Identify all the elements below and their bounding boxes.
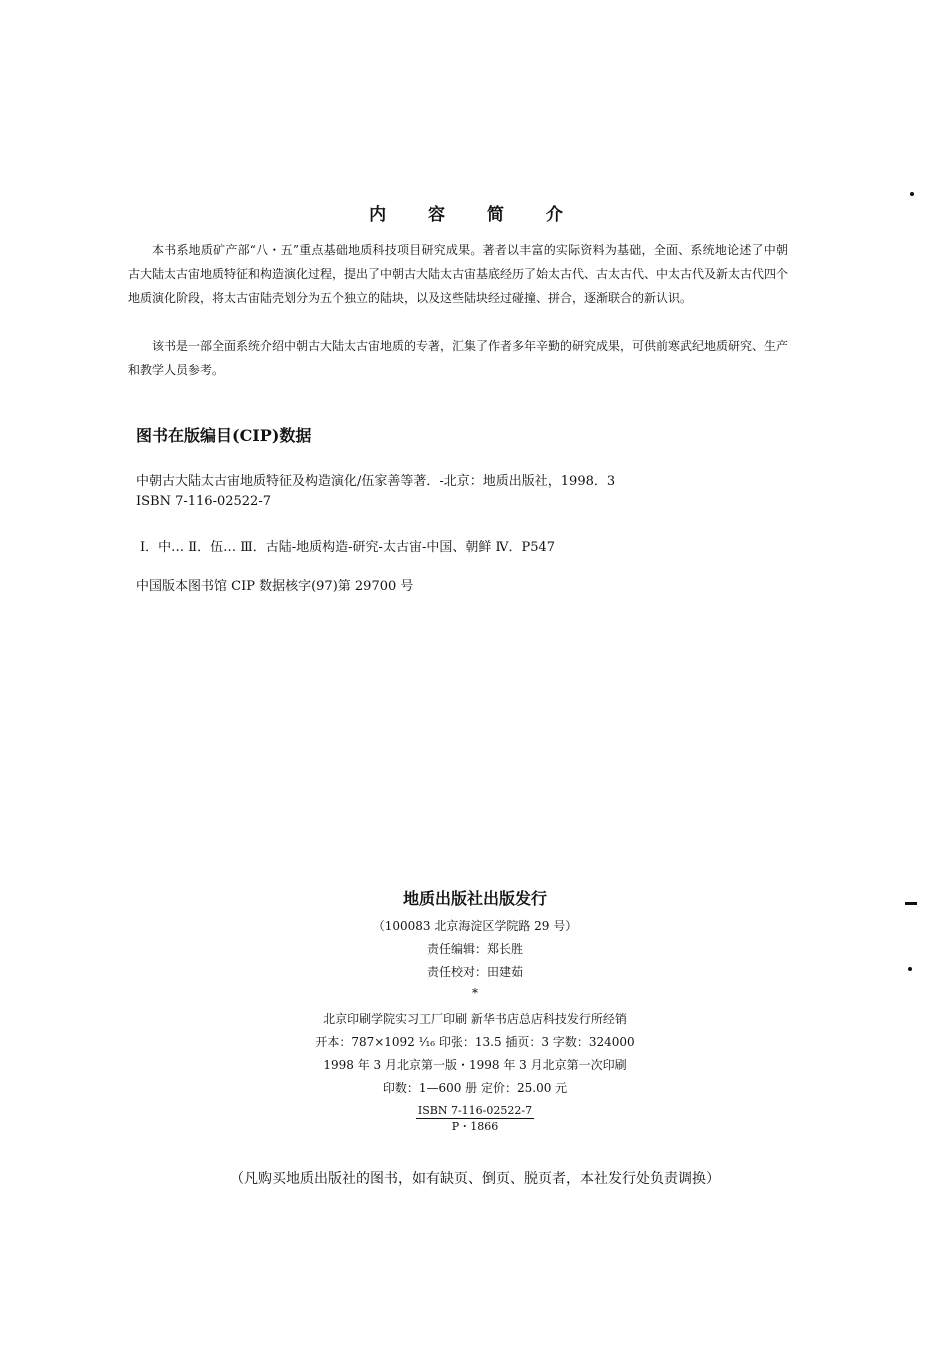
- summary-paragraph-2: 该书是一部全面系统介绍中朝古大陆太古宙地质的专著，汇集了作者多年辛勤的研究成果，可供前寒武纪地质研究、生产和教学人员参考。: [128, 339, 789, 377]
- return-notice: （凡购买地质出版社的图书，如有缺页、倒页、脱页者，本社发行处负责调换）: [230, 1171, 720, 1187]
- separator-star: *: [472, 986, 478, 1000]
- scan-speck: [910, 192, 914, 196]
- classification-code: P・1866: [451, 1120, 499, 1133]
- cip-catalog-line: 中朝古大陆太古宙地质特征及构造演化/伍家善等著．-北京：地质出版社，1998．3: [136, 474, 616, 489]
- summary-paragraph-1: 本书系地质矿产部“八・五”重点基础地质科技项目研究成果。著者以丰富的实际资料为基础，全面、系统地论述了中朝古大陆太古宙地质特征和构造演化过程，提出了中朝古大陆太古宙基底经历了始太古代、古太古代、中太古代及新太古代四个地质演化阶段，将太古宙陆壳划分为五个独立的陆块，以及这些陆块经过碰撞、拼合，逐渐联合的新认识。: [128, 243, 789, 305]
- format-line: 开本：787×1092 ¹⁄₁₆ 印张：13.5 插页：3 字数：324000: [315, 1035, 635, 1049]
- editor-line: 责任编辑：郑长胜: [426, 942, 523, 956]
- colophon-isbn: ISBN 7-116-02522-7: [417, 1104, 533, 1117]
- summary-title: 内 容 简 介: [369, 205, 581, 225]
- cip-heading: 图书在版编目(CIP)数据: [136, 426, 312, 445]
- publisher-line: 地质出版社出版发行: [402, 889, 547, 908]
- cip-record-line: 中国版本图书馆 CIP 数据核字(97)第 29700 号: [136, 579, 414, 594]
- proofreader-line: 责任校对：田建茹: [426, 965, 523, 979]
- publisher-address: （100083 北京海淀区学院路 29 号）: [372, 919, 578, 933]
- scan-speck: [905, 902, 917, 905]
- isbn-block: [0, 1103, 950, 1134]
- edition-line: 1998 年 3 月北京第一版・1998 年 3 月北京第一次印刷: [323, 1058, 627, 1072]
- cip-subject-line: Ⅰ．中… Ⅱ．伍… Ⅲ．古陆-地质构造-研究-太古宙-中国、朝鲜 Ⅳ．P547: [140, 540, 556, 555]
- print-run-line: 印数：1—600 册 定价：25.00 元: [382, 1081, 568, 1095]
- scan-speck: [908, 967, 912, 971]
- cip-isbn-line: ISBN 7-116-02522-7: [136, 494, 271, 509]
- printer-line: 北京印刷学院实习工厂印刷 新华书店总店科技发行所经销: [323, 1012, 627, 1026]
